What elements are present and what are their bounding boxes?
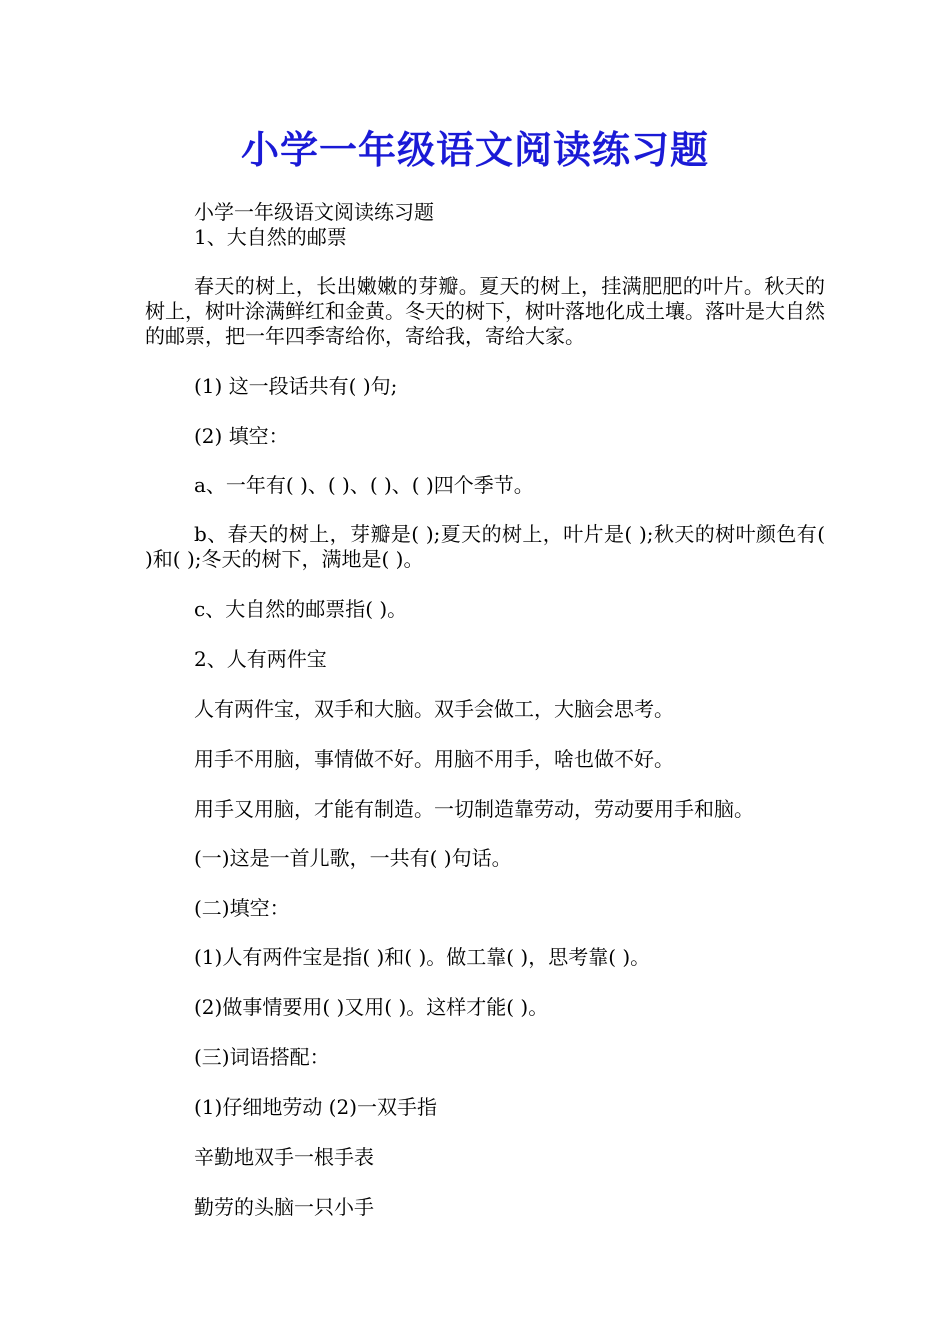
matching-row-3: 勤劳的头脑一只小手 <box>194 1195 374 1219</box>
poem-line-1: 人有两件宝，双手和大脑。双手会做工，大脑会思考。 <box>194 697 674 721</box>
question-two-1: (1)人有两件宝是指( )和( )。做工靠( )，思考靠( )。 <box>194 945 651 969</box>
question-2b: b、春天的树上，芽瓣是( );夏天的树上，叶片是( );秋天的树叶颜色有( )和( );冬天的树下，满地是( )。 <box>145 522 825 571</box>
subtitle: 小学一年级语文阅读练习题 <box>194 200 434 224</box>
question-1-count: (1) 这一段话共有( )句; <box>194 374 398 398</box>
section-2-heading: 2、人有两件宝 <box>194 647 327 671</box>
section-1-passage: 春天的树上，长出嫩嫩的芽瓣。夏天的树上，挂满肥肥的叶片。秋天的树上，树叶涂满鲜红和金黄。冬天的树下，树叶落地化成土壤。落叶是大自然的邮票，把一年四季寄给你，寄给我，寄给大家。 <box>145 274 825 348</box>
question-one: (一)这是一首儿歌，一共有( )句话。 <box>194 846 512 870</box>
section-1-heading: 1、大自然的邮票 <box>194 225 347 249</box>
question-2c: c、大自然的邮票指( )。 <box>194 597 408 621</box>
question-two-2: (2)做事情要用( )又用( )。这样才能( )。 <box>194 995 549 1019</box>
matching-row-2: 辛勤地双手一根手表 <box>194 1145 374 1169</box>
question-2-fill: (2) 填空： <box>194 424 289 448</box>
question-three: (三)词语搭配： <box>194 1045 330 1069</box>
question-two: (二)填空： <box>194 896 290 920</box>
poem-line-2: 用手不用脑，事情做不好。用脑不用手，啥也做不好。 <box>194 747 674 771</box>
matching-row-1: (1)仔细地劳动 (2)一双手指 <box>194 1095 438 1119</box>
document-title: 小学一年级语文阅读练习题 <box>240 127 709 172</box>
question-2a: a、一年有( )、( )、( )、( )四个季节。 <box>194 473 534 497</box>
poem-line-3: 用手又用脑，才能有制造。一切制造靠劳动，劳动要用手和脑。 <box>194 797 754 821</box>
